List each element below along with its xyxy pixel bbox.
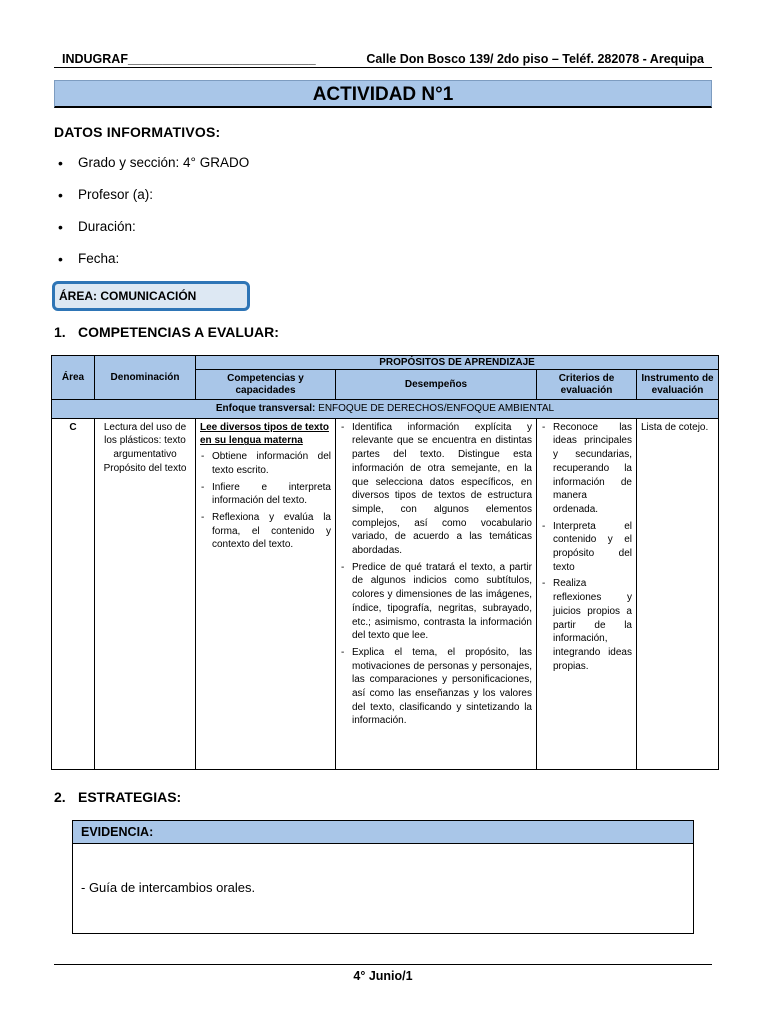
cell-denominacion: Lectura del uso de los plásticos: texto argumentativo Propósito del texto <box>95 418 196 769</box>
datos-item-grado: • Grado y sección: 4° GRADO <box>58 154 249 186</box>
header-competencias: Competencias y capacidades <box>196 370 336 400</box>
list-item: - Interpreta el contenido y el propósito del texto <box>541 520 632 575</box>
list-item: - Reflexiona y evalúa la forma, el contenido y contexto del texto. <box>200 511 331 552</box>
list-item: - Predice de qué tratará el texto, a partir de algunos indicios como subtítulos, colores y dimensiones de las imágenes, índice, tipografía, negritas, subrayado, etc.; asimismo, contrasta la información del texto que lee. <box>340 561 532 643</box>
datos-item-profesor: • Profesor (a): <box>58 186 249 218</box>
evidencia-box <box>72 820 694 934</box>
datos-heading: DATOS INFORMATIVOS: <box>54 124 221 140</box>
list-item: - Reconoce las ideas principales y secundarias, recuperando la información de manera ordenada. <box>541 421 632 517</box>
section-estrategias <box>54 789 181 805</box>
section-number: 1. <box>54 324 66 340</box>
section-title: COMPETENCIAS A EVALUAR: <box>78 324 279 340</box>
header-address: Calle Don Bosco 139/ 2do piso – Teléf. 282078 - Arequipa <box>366 52 704 66</box>
enfoque-value: ENFOQUE DE DERECHOS/ENFOQUE AMBIENTAL <box>315 403 555 414</box>
header-instrumento: Instrumento de evaluación <box>637 370 719 400</box>
header-criterios: Criterios de evaluación <box>537 370 637 400</box>
list-item: - Infiere e interpreta información del texto. <box>200 481 331 508</box>
header-area: Área <box>52 356 95 400</box>
criterios-list <box>541 421 632 674</box>
cell-instrumento: Lista de cotejo. <box>637 418 719 769</box>
cell-area: C <box>52 418 95 769</box>
header-denominacion: Denominación <box>95 356 196 400</box>
datos-list <box>58 154 249 282</box>
page-header <box>54 50 712 68</box>
evidencia-heading: EVIDENCIA: <box>73 821 693 844</box>
cell-desempenos <box>336 418 537 769</box>
section-number: 2. <box>54 789 66 805</box>
page-footer: 4° Junio/1 <box>54 964 712 983</box>
list-item: - Realiza reflexiones y juicios propios a partir de la información, integrando ideas propias. <box>541 577 632 673</box>
section-title: ESTRATEGIAS: <box>78 789 182 805</box>
enfoque-row <box>52 400 719 419</box>
competencia-title: Lee diversos tipos de texto en su lengua materna <box>200 421 329 447</box>
list-item: - Identifica información explícita y relevante que se encuentra en distintas partes del texto. Distingue esta información de otra semejante, en la que selecciona datos específicos, en diversos tipos de textos de estructura simple, con algunos elementos complejos, así como vocabulario variado, de acuerdo a las temáticas abordadas. <box>340 421 532 558</box>
list-item: - Obtiene información del texto escrito. <box>200 450 331 477</box>
cell-competencias <box>196 418 336 769</box>
evidencia-body: - Guía de intercambios orales. <box>81 880 256 895</box>
datos-item-duracion: • Duración: <box>58 218 249 250</box>
table-row <box>52 418 719 769</box>
datos-item-fecha: • Fecha: <box>58 250 249 282</box>
area-label: ÁREA: COMUNICACIÓN <box>52 281 250 311</box>
list-item: - Explica el tema, el propósito, las motivaciones de personas y personajes, las comparaciones y personificaciones, así como las enseñanzas y los valores del texto, clasificando y sintetizando la información. <box>340 646 532 728</box>
competencias-table <box>51 355 719 770</box>
capacidades-list <box>200 450 331 552</box>
page-title: ACTIVIDAD N°1 <box>54 80 712 108</box>
enfoque-label: Enfoque transversal: <box>215 403 316 414</box>
header-propositos: PROPÓSITOS DE APRENDIZAJE <box>196 356 719 370</box>
header-company: INDUGRAF___________________________ <box>62 52 316 66</box>
section-competencias <box>54 324 279 340</box>
header-desempenos: Desempeños <box>336 370 537 400</box>
desempenos-list <box>340 421 532 728</box>
cell-criterios <box>537 418 637 769</box>
